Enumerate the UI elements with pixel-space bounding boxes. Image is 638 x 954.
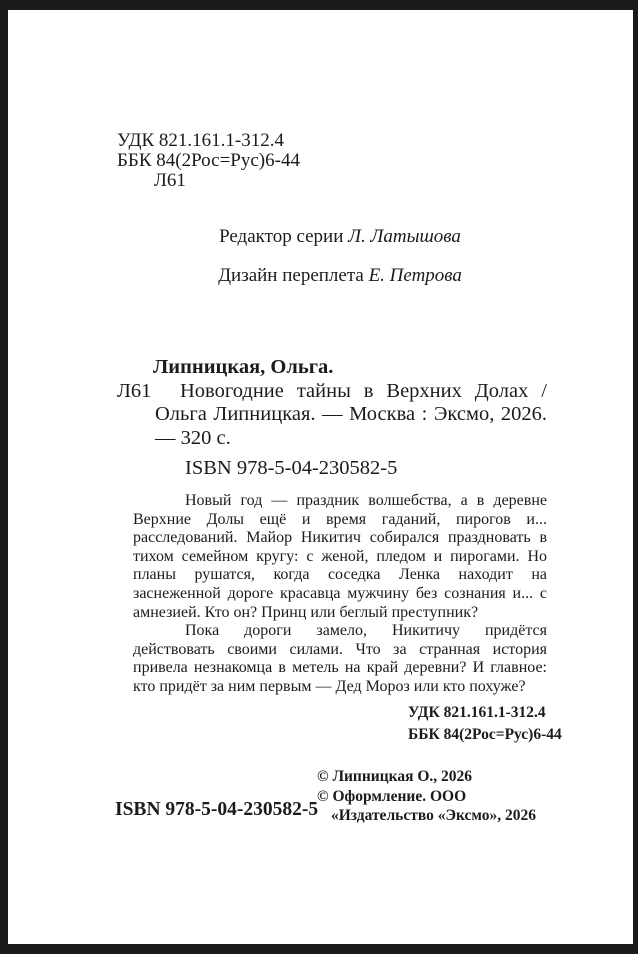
catalog-entry: Новогодние тайны в Верхних Долах / Ольга Липницкая. — Москва : Эксмо, 2026. — 320 с. <box>155 379 547 449</box>
catalog-author-sign: Л61 <box>117 379 152 402</box>
catalog-entry-row <box>117 380 547 451</box>
catalog-card <box>117 356 547 481</box>
series-editor-credit <box>133 227 547 247</box>
bbk-code: ББК 84(2Рос=Рус)6-44 <box>117 150 300 171</box>
udk-code: УДК 821.161.1-312.4 <box>117 130 284 151</box>
imprint-page <box>8 10 633 944</box>
copyright-author-line: © Липницкая О., 2026 <box>317 768 473 785</box>
bottom-classification-block <box>408 702 562 746</box>
top-classification-block <box>117 131 300 191</box>
annotation-paragraph-2: Пока дороги замело, Никитичу придётся действовать своими силами. Что за странная история привела незнакомца в метель на край деревни? И главное: кто придёт за ним первым — Дед Мороз или кто похуже? <box>133 622 547 695</box>
copyright-block <box>317 767 567 826</box>
annotation-paragraph-1: Новый год — праздник волшебства, а в деревне Верхние Долы ещё и время гаданий, пирогов и... расследований. Майор Никитич собирался праздновать в тихом семейном кругу: с женой, пледом и пирогами. Но планы рушатся, когда соседка Ленка находит на заснеженной дороге красавца мужчину без сознания и... с амнезией. Кто он? Принц или беглый преступник? <box>133 492 547 621</box>
cover-designer-label: Дизайн переплета <box>218 265 369 286</box>
author-sign: Л61 <box>154 170 186 191</box>
catalog-author-heading: Липницкая, Ольга. <box>153 356 334 378</box>
isbn-bottom: ISBN 978-5-04-230582-5 <box>115 799 319 820</box>
cover-designer-name: Е. Петрова <box>368 265 462 286</box>
annotation-block <box>133 492 547 697</box>
series-editor-name: Л. Латышова <box>348 226 461 247</box>
catalog-isbn: ISBN 978-5-04-230582-5 <box>185 457 398 479</box>
bottom-bbk-code: ББК 84(2Рос=Рус)6-44 <box>408 726 562 743</box>
series-editor-label: Редактор серии <box>219 226 349 247</box>
cover-designer-credit <box>133 266 547 286</box>
copyright-publisher-line: © Оформление. ООО «Издательство «Эксмо», 2026 <box>317 787 537 824</box>
bottom-udk-code: УДК 821.161.1-312.4 <box>408 704 546 721</box>
